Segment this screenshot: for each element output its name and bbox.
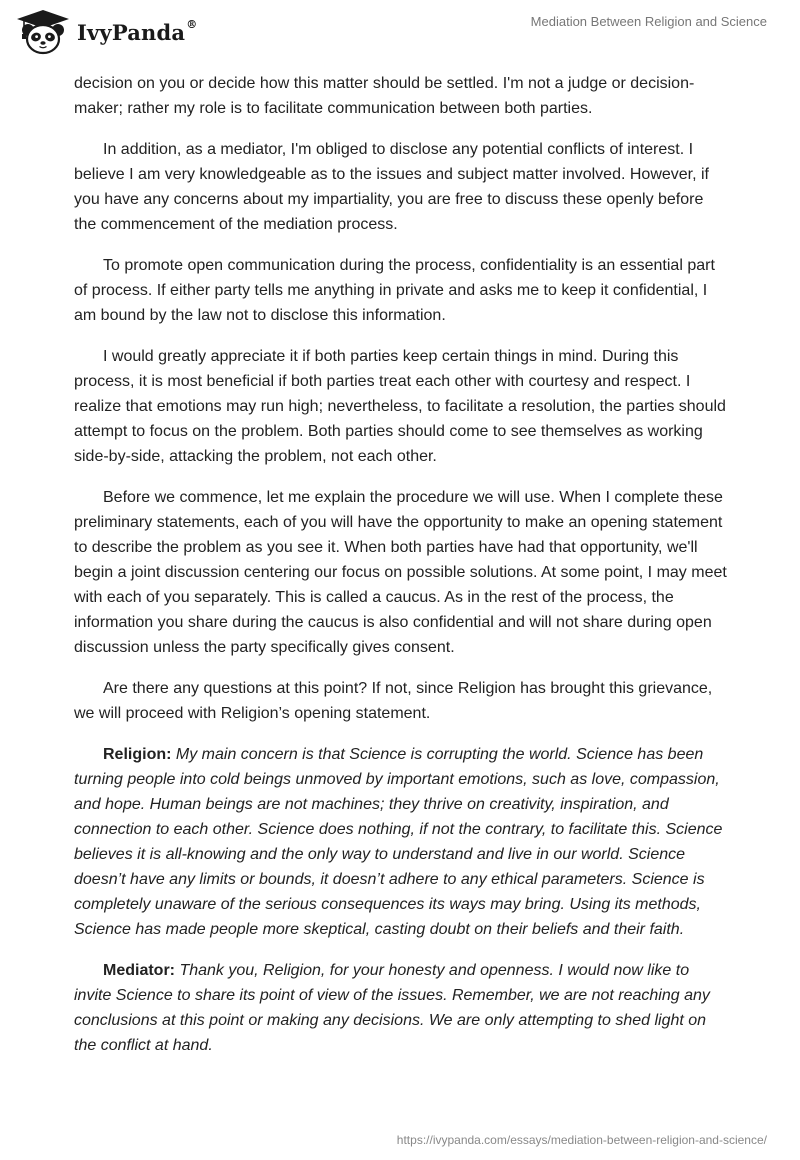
essay-body (74, 71, 728, 1074)
paragraph: I would greatly appreciate it if both parties keep certain things in mind. During this process, it is most beneficial if both parties treat each other with courtesy and respect. I realize that emotions may run high; nevertheless, to facilitate a resolution, the parties should attempt to focus on the problem. Both parties should come to see themselves as working side-by-side, attacking the problem, not each other. (74, 348, 726, 465)
speaker-label: Religion: (103, 746, 172, 763)
document-title: Mediation Between Religion and Science (530, 14, 767, 29)
paragraph: decision on you or decide how this matter should be settled. I'm not a judge or decision-maker; rather my role is to facilitate communication between both parties. (74, 75, 695, 117)
source-url[interactable]: https://ivypanda.com/essays/mediation-between-religion-and-science/ (396, 1133, 767, 1147)
registered-mark: ® (186, 18, 198, 31)
brand-logo[interactable] (14, 8, 214, 56)
paragraph: Before we commence, let me explain the procedure we will use. When I complete these preliminary statements, each of you will have the opportunity to make an opening statement to describe the problem as you see it. When both parties have had that opportunity, we'll begin a joint discussion centering our focus on possible solutions. At some point, I may meet with each of you separately. This is called a caucus. As in the rest of the process, the information you share during the caucus is also confidential and will not share during open discussion unless the party specifically gives consent. (74, 489, 727, 656)
brand-name (77, 20, 197, 45)
paragraph: Are there any questions at this point? If not, since Religion has brought this grievance, we will proceed with Religion’s opening statement. (74, 680, 713, 722)
paragraph: To promote open communication during the process, confidentiality is an essential part of process. If either party tells me anything in private and asks me to keep it confidential, I am bound by the law not to disclose this information. (74, 257, 715, 324)
speaker-label: Mediator: (103, 962, 175, 979)
speech-text: Thank you, Religion, for your honesty and openness. I would now like to invite Science to share its point of view of the issues. Remember, we are not reaching any conclusions at this point or making any decisions. We are only attempting to shed light on the conflict at hand. (74, 962, 710, 1054)
dialogue-mediator (74, 958, 728, 1058)
brand-name-text: IvyPanda (77, 20, 186, 45)
page-header (0, 0, 800, 64)
panda-graduation-cap-logo-icon (14, 8, 72, 56)
paragraph: In addition, as a mediator, I'm obliged to disclose any potential conflicts of interest. I believe I am very knowledgeable as to the issues and subject matter involved. However, if you have any concerns about my impartiality, you are free to discuss these openly before the commencement of the mediation process. (74, 141, 709, 233)
speech-text: My main concern is that Science is corrupting the world. Science has been turning people into cold beings unmoved by important emotions, such as love, compassion, and hope. Human beings are not machines; they thrive on creativity, inspiration, and connection to each other. Science does nothing, if not the contrary, to facilitate this. Science believes it is all-knowing and the only way to understand and live in our world. Science doesn’t have any limits or bounds, it doesn’t adhere to any ethical parameters. Science is completely unaware of the serious consequences its ways may bring. Using its methods, Science has made people more skeptical, casting doubt on their beliefs and their faith. (74, 746, 723, 938)
dialogue-religion (74, 742, 728, 942)
